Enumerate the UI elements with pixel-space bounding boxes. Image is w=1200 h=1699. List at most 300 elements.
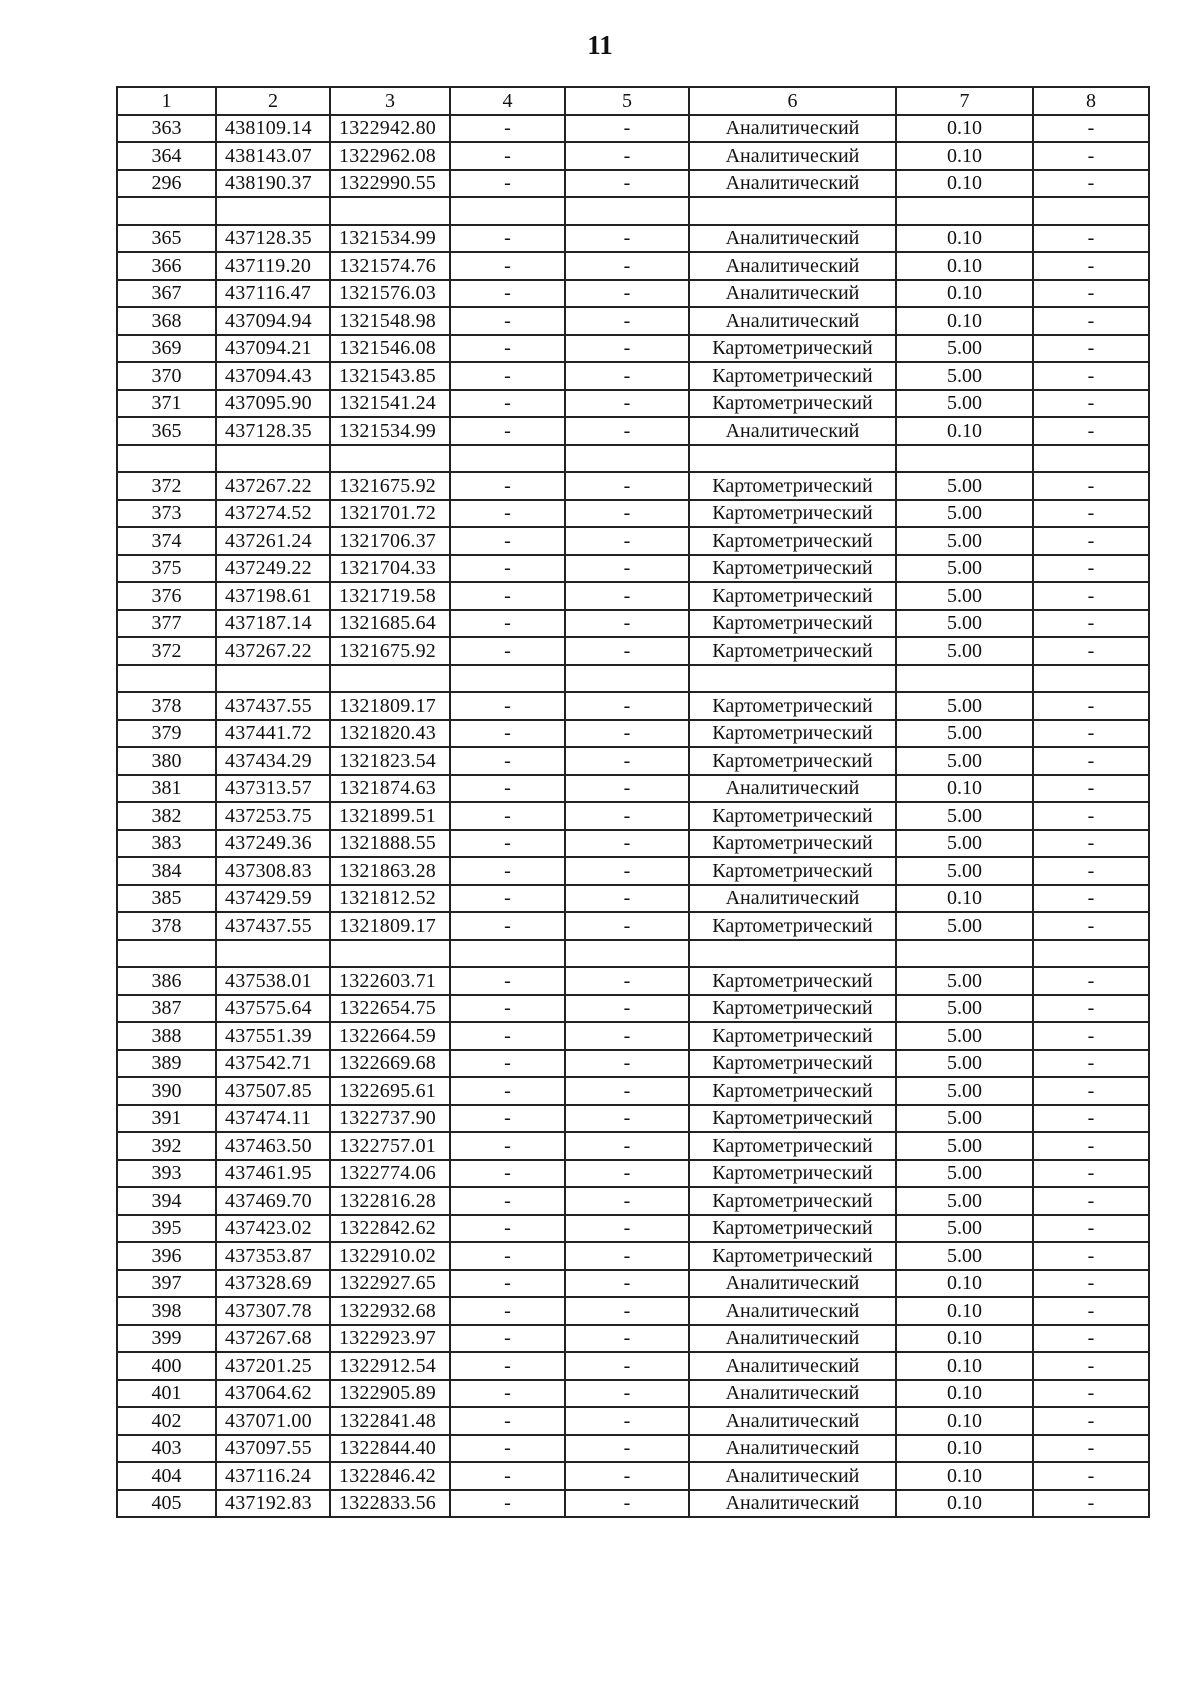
table-row	[117, 1160, 1149, 1188]
accuracy-cell: 0.10	[896, 1270, 1033, 1298]
column-8-cell: -	[1033, 995, 1149, 1023]
y-coordinate-cell: 1321820.43	[330, 720, 450, 748]
column-4-cell: -	[450, 170, 565, 198]
accuracy-cell: 0.10	[896, 225, 1033, 253]
table-row	[117, 1022, 1149, 1050]
column-8-cell: -	[1033, 1022, 1149, 1050]
accuracy-cell	[896, 940, 1033, 968]
table-row	[117, 1270, 1149, 1298]
column-8-cell: -	[1033, 1407, 1149, 1435]
column-8-cell: -	[1033, 1242, 1149, 1270]
header-cell-1: 1	[117, 87, 216, 115]
accuracy-cell: 0.10	[896, 1490, 1033, 1518]
y-coordinate-cell: 1322816.28	[330, 1187, 450, 1215]
column-8-cell: -	[1033, 637, 1149, 665]
point-number-cell: 401	[117, 1380, 216, 1408]
y-coordinate-cell: 1322923.97	[330, 1325, 450, 1353]
column-4-cell: -	[450, 747, 565, 775]
y-coordinate-cell: 1321704.33	[330, 555, 450, 583]
point-number-cell: 296	[117, 170, 216, 198]
column-4-cell: -	[450, 390, 565, 418]
y-coordinate-cell: 1321543.85	[330, 362, 450, 390]
method-cell	[689, 445, 896, 473]
method-cell: Картометрический	[689, 830, 896, 858]
method-cell: Картометрический	[689, 692, 896, 720]
column-5-cell: -	[565, 720, 689, 748]
table-row	[117, 940, 1149, 968]
y-coordinate-cell: 1322664.59	[330, 1022, 450, 1050]
y-coordinate-cell: 1321675.92	[330, 637, 450, 665]
point-number-cell: 387	[117, 995, 216, 1023]
method-cell: Картометрический	[689, 610, 896, 638]
table-row	[117, 1407, 1149, 1435]
point-number-cell: 371	[117, 390, 216, 418]
column-8-cell: -	[1033, 500, 1149, 528]
column-5-cell: -	[565, 115, 689, 143]
column-8-cell: -	[1033, 857, 1149, 885]
table-row	[117, 1352, 1149, 1380]
column-8-cell: -	[1033, 1160, 1149, 1188]
column-8-cell: -	[1033, 1352, 1149, 1380]
column-8-cell	[1033, 445, 1149, 473]
column-4-cell: -	[450, 1407, 565, 1435]
x-coordinate-cell: 437187.14	[216, 610, 330, 638]
column-5-cell: -	[565, 1160, 689, 1188]
point-number-cell: 366	[117, 252, 216, 280]
table-row	[117, 857, 1149, 885]
column-5-cell: -	[565, 1105, 689, 1133]
x-coordinate-cell: 437308.83	[216, 857, 330, 885]
x-coordinate-cell: 437328.69	[216, 1270, 330, 1298]
point-number-cell: 378	[117, 692, 216, 720]
method-cell: Картометрический	[689, 1050, 896, 1078]
accuracy-cell: 5.00	[896, 857, 1033, 885]
method-cell: Картометрический	[689, 1105, 896, 1133]
point-number-cell: 377	[117, 610, 216, 638]
column-4-cell: -	[450, 307, 565, 335]
accuracy-cell: 5.00	[896, 1187, 1033, 1215]
y-coordinate-cell: 1322833.56	[330, 1490, 450, 1518]
table-row	[117, 1105, 1149, 1133]
column-5-cell: -	[565, 500, 689, 528]
accuracy-cell: 0.10	[896, 252, 1033, 280]
y-coordinate-cell: 1321541.24	[330, 390, 450, 418]
x-coordinate-cell: 437071.00	[216, 1407, 330, 1435]
column-4-cell: -	[450, 885, 565, 913]
column-5-cell: -	[565, 885, 689, 913]
column-4-cell: -	[450, 1435, 565, 1463]
point-number-cell: 402	[117, 1407, 216, 1435]
point-number-cell: 403	[117, 1435, 216, 1463]
method-cell: Картометрический	[689, 912, 896, 940]
accuracy-cell: 0.10	[896, 115, 1033, 143]
accuracy-cell: 0.10	[896, 417, 1033, 445]
y-coordinate-cell: 1321701.72	[330, 500, 450, 528]
x-coordinate-cell: 437538.01	[216, 967, 330, 995]
accuracy-cell: 5.00	[896, 912, 1033, 940]
method-cell: Картометрический	[689, 720, 896, 748]
x-coordinate-cell: 437267.22	[216, 637, 330, 665]
x-coordinate-cell: 438143.07	[216, 142, 330, 170]
column-4-cell: -	[450, 1490, 565, 1518]
method-cell: Картометрический	[689, 527, 896, 555]
y-coordinate-cell: 1321809.17	[330, 912, 450, 940]
column-5-cell: -	[565, 1380, 689, 1408]
method-cell: Картометрический	[689, 1077, 896, 1105]
column-8-cell: -	[1033, 225, 1149, 253]
accuracy-cell: 0.10	[896, 1325, 1033, 1353]
column-4-cell: -	[450, 582, 565, 610]
x-coordinate-cell: 437192.83	[216, 1490, 330, 1518]
x-coordinate-cell: 437463.50	[216, 1132, 330, 1160]
table-row	[117, 582, 1149, 610]
column-8-cell: -	[1033, 720, 1149, 748]
column-8-cell: -	[1033, 252, 1149, 280]
y-coordinate-cell: 1322603.71	[330, 967, 450, 995]
x-coordinate-cell: 437437.55	[216, 912, 330, 940]
column-4-cell: -	[450, 1352, 565, 1380]
column-8-cell	[1033, 940, 1149, 968]
point-number-cell: 370	[117, 362, 216, 390]
table-row	[117, 1187, 1149, 1215]
y-coordinate-cell: 1321706.37	[330, 527, 450, 555]
column-4-cell: -	[450, 500, 565, 528]
y-coordinate-cell: 1322842.62	[330, 1215, 450, 1243]
header-cell-4: 4	[450, 87, 565, 115]
accuracy-cell: 5.00	[896, 472, 1033, 500]
accuracy-cell: 5.00	[896, 1022, 1033, 1050]
x-coordinate-cell: 437201.25	[216, 1352, 330, 1380]
accuracy-cell: 5.00	[896, 830, 1033, 858]
x-coordinate-cell: 437064.62	[216, 1380, 330, 1408]
column-4-cell: -	[450, 802, 565, 830]
x-coordinate-cell: 437198.61	[216, 582, 330, 610]
column-4-cell: -	[450, 417, 565, 445]
column-4-cell: -	[450, 775, 565, 803]
column-5-cell: -	[565, 1050, 689, 1078]
x-coordinate-cell	[216, 940, 330, 968]
method-cell: Картометрический	[689, 362, 896, 390]
accuracy-cell: 5.00	[896, 527, 1033, 555]
column-8-cell	[1033, 197, 1149, 225]
table-row	[117, 995, 1149, 1023]
column-5-cell: -	[565, 802, 689, 830]
column-8-cell: -	[1033, 555, 1149, 583]
column-5-cell: -	[565, 1352, 689, 1380]
x-coordinate-cell: 437313.57	[216, 775, 330, 803]
column-4-cell: -	[450, 967, 565, 995]
y-coordinate-cell: 1322844.40	[330, 1435, 450, 1463]
point-number-cell: 375	[117, 555, 216, 583]
column-5-cell: -	[565, 555, 689, 583]
table-row	[117, 1325, 1149, 1353]
method-cell	[689, 665, 896, 693]
point-number-cell: 380	[117, 747, 216, 775]
column-8-cell: -	[1033, 390, 1149, 418]
method-cell: Аналитический	[689, 1352, 896, 1380]
column-8-cell: -	[1033, 582, 1149, 610]
accuracy-cell: 0.10	[896, 1435, 1033, 1463]
x-coordinate-cell: 437128.35	[216, 225, 330, 253]
point-number-cell: 385	[117, 885, 216, 913]
column-8-cell: -	[1033, 1435, 1149, 1463]
column-8-cell: -	[1033, 1132, 1149, 1160]
column-5-cell: -	[565, 775, 689, 803]
y-coordinate-cell: 1321899.51	[330, 802, 450, 830]
point-number-cell: 388	[117, 1022, 216, 1050]
y-coordinate-cell: 1322990.55	[330, 170, 450, 198]
column-5-cell: -	[565, 417, 689, 445]
y-coordinate-cell: 1322932.68	[330, 1297, 450, 1325]
y-coordinate-cell	[330, 665, 450, 693]
method-cell: Картометрический	[689, 390, 896, 418]
y-coordinate-cell: 1321546.08	[330, 335, 450, 363]
column-4-cell	[450, 940, 565, 968]
y-coordinate-cell: 1322912.54	[330, 1352, 450, 1380]
point-number-cell: 372	[117, 637, 216, 665]
column-4-cell: -	[450, 1380, 565, 1408]
method-cell: Картометрический	[689, 582, 896, 610]
point-number-cell: 363	[117, 115, 216, 143]
method-cell: Картометрический	[689, 500, 896, 528]
column-4-cell: -	[450, 362, 565, 390]
y-coordinate-cell: 1322669.68	[330, 1050, 450, 1078]
point-number-cell: 390	[117, 1077, 216, 1105]
point-number-cell: 372	[117, 472, 216, 500]
table-row	[117, 472, 1149, 500]
column-5-cell: -	[565, 967, 689, 995]
y-coordinate-cell: 1322774.06	[330, 1160, 450, 1188]
column-8-cell: -	[1033, 1270, 1149, 1298]
y-coordinate-cell: 1322695.61	[330, 1077, 450, 1105]
accuracy-cell: 5.00	[896, 1105, 1033, 1133]
method-cell: Аналитический	[689, 885, 896, 913]
column-8-cell: -	[1033, 1297, 1149, 1325]
y-coordinate-cell: 1322962.08	[330, 142, 450, 170]
column-4-cell	[450, 197, 565, 225]
point-number-cell: 378	[117, 912, 216, 940]
column-4-cell: -	[450, 1270, 565, 1298]
x-coordinate-cell: 437423.02	[216, 1215, 330, 1243]
accuracy-cell	[896, 445, 1033, 473]
column-5-cell: -	[565, 1297, 689, 1325]
table-row	[117, 1132, 1149, 1160]
method-cell: Картометрический	[689, 1160, 896, 1188]
x-coordinate-cell: 437429.59	[216, 885, 330, 913]
table-row	[117, 197, 1149, 225]
point-number-cell: 367	[117, 280, 216, 308]
x-coordinate-cell: 437267.68	[216, 1325, 330, 1353]
accuracy-cell: 0.10	[896, 170, 1033, 198]
method-cell: Картометрический	[689, 995, 896, 1023]
column-4-cell	[450, 445, 565, 473]
column-5-cell	[565, 445, 689, 473]
point-number-cell: 391	[117, 1105, 216, 1133]
y-coordinate-cell: 1321874.63	[330, 775, 450, 803]
accuracy-cell: 5.00	[896, 802, 1033, 830]
column-4-cell: -	[450, 142, 565, 170]
accuracy-cell: 5.00	[896, 582, 1033, 610]
table-row	[117, 967, 1149, 995]
table-row	[117, 1435, 1149, 1463]
point-number-cell: 393	[117, 1160, 216, 1188]
x-coordinate-cell	[216, 197, 330, 225]
method-cell: Аналитический	[689, 1407, 896, 1435]
column-4-cell: -	[450, 1215, 565, 1243]
accuracy-cell: 0.10	[896, 775, 1033, 803]
table-row	[117, 802, 1149, 830]
method-cell: Картометрический	[689, 1215, 896, 1243]
column-4-cell: -	[450, 555, 565, 583]
column-5-cell: -	[565, 1242, 689, 1270]
accuracy-cell: 5.00	[896, 1215, 1033, 1243]
column-5-cell: -	[565, 1077, 689, 1105]
method-cell: Картометрический	[689, 555, 896, 583]
y-coordinate-cell: 1322942.80	[330, 115, 450, 143]
column-8-cell: -	[1033, 1187, 1149, 1215]
method-cell	[689, 197, 896, 225]
column-5-cell: -	[565, 830, 689, 858]
column-5-cell	[565, 940, 689, 968]
column-8-cell: -	[1033, 912, 1149, 940]
point-number-cell: 364	[117, 142, 216, 170]
column-4-cell: -	[450, 830, 565, 858]
method-cell: Аналитический	[689, 1462, 896, 1490]
y-coordinate-cell: 1322910.02	[330, 1242, 450, 1270]
method-cell: Картометрический	[689, 637, 896, 665]
accuracy-cell: 5.00	[896, 390, 1033, 418]
column-8-cell: -	[1033, 1490, 1149, 1518]
column-8-cell: -	[1033, 417, 1149, 445]
y-coordinate-cell: 1321888.55	[330, 830, 450, 858]
column-5-cell: -	[565, 637, 689, 665]
x-coordinate-cell: 437461.95	[216, 1160, 330, 1188]
point-number-cell: 400	[117, 1352, 216, 1380]
accuracy-cell: 5.00	[896, 610, 1033, 638]
x-coordinate-cell: 437434.29	[216, 747, 330, 775]
x-coordinate-cell: 437507.85	[216, 1077, 330, 1105]
table-row	[117, 1050, 1149, 1078]
method-cell: Аналитический	[689, 1325, 896, 1353]
header-cell-6: 6	[689, 87, 896, 115]
column-4-cell: -	[450, 1022, 565, 1050]
point-number-cell: 404	[117, 1462, 216, 1490]
column-4-cell: -	[450, 1105, 565, 1133]
method-cell: Аналитический	[689, 1270, 896, 1298]
table-row	[117, 417, 1149, 445]
column-5-cell: -	[565, 362, 689, 390]
point-number-cell: 382	[117, 802, 216, 830]
column-4-cell	[450, 665, 565, 693]
column-5-cell: -	[565, 995, 689, 1023]
column-8-cell: -	[1033, 115, 1149, 143]
point-number-cell: 383	[117, 830, 216, 858]
x-coordinate-cell	[216, 665, 330, 693]
column-8-cell: -	[1033, 1050, 1149, 1078]
column-8-cell: -	[1033, 1105, 1149, 1133]
column-8-cell: -	[1033, 802, 1149, 830]
column-5-cell: -	[565, 1215, 689, 1243]
point-number-cell	[117, 445, 216, 473]
column-8-cell: -	[1033, 885, 1149, 913]
table-row	[117, 720, 1149, 748]
y-coordinate-cell: 1321548.98	[330, 307, 450, 335]
method-cell: Аналитический	[689, 252, 896, 280]
column-4-cell: -	[450, 857, 565, 885]
method-cell: Аналитический	[689, 280, 896, 308]
table-row	[117, 1462, 1149, 1490]
table-row	[117, 637, 1149, 665]
method-cell: Аналитический	[689, 142, 896, 170]
y-coordinate-cell: 1321685.64	[330, 610, 450, 638]
table-row	[117, 527, 1149, 555]
column-5-cell	[565, 197, 689, 225]
x-coordinate-cell: 437274.52	[216, 500, 330, 528]
accuracy-cell: 5.00	[896, 500, 1033, 528]
header-cell-8: 8	[1033, 87, 1149, 115]
table-row	[117, 912, 1149, 940]
accuracy-cell: 5.00	[896, 692, 1033, 720]
method-cell: Аналитический	[689, 1297, 896, 1325]
method-cell: Аналитический	[689, 225, 896, 253]
method-cell: Картометрический	[689, 1242, 896, 1270]
point-number-cell	[117, 940, 216, 968]
column-8-cell: -	[1033, 1462, 1149, 1490]
point-number-cell: 373	[117, 500, 216, 528]
x-coordinate-cell: 437094.43	[216, 362, 330, 390]
y-coordinate-cell: 1321809.17	[330, 692, 450, 720]
accuracy-cell: 0.10	[896, 885, 1033, 913]
point-number-cell: 384	[117, 857, 216, 885]
method-cell: Картометрический	[689, 857, 896, 885]
column-4-cell: -	[450, 1077, 565, 1105]
accuracy-cell: 0.10	[896, 1380, 1033, 1408]
table-row	[117, 1297, 1149, 1325]
column-5-cell: -	[565, 1132, 689, 1160]
x-coordinate-cell: 438190.37	[216, 170, 330, 198]
point-number-cell: 396	[117, 1242, 216, 1270]
column-5-cell: -	[565, 582, 689, 610]
column-8-cell: -	[1033, 830, 1149, 858]
method-cell: Картометрический	[689, 967, 896, 995]
x-coordinate-cell: 437469.70	[216, 1187, 330, 1215]
column-8-cell: -	[1033, 775, 1149, 803]
column-8-cell: -	[1033, 527, 1149, 555]
column-4-cell: -	[450, 1325, 565, 1353]
column-4-cell: -	[450, 720, 565, 748]
accuracy-cell: 0.10	[896, 1297, 1033, 1325]
column-5-cell: -	[565, 1325, 689, 1353]
column-4-cell: -	[450, 995, 565, 1023]
y-coordinate-cell: 1322654.75	[330, 995, 450, 1023]
column-4-cell: -	[450, 1160, 565, 1188]
column-8-cell: -	[1033, 472, 1149, 500]
y-coordinate-cell: 1322927.65	[330, 1270, 450, 1298]
table-row	[117, 830, 1149, 858]
column-5-cell: -	[565, 1490, 689, 1518]
accuracy-cell: 0.10	[896, 1352, 1033, 1380]
header-cell-7: 7	[896, 87, 1033, 115]
column-5-cell: -	[565, 390, 689, 418]
column-4-cell: -	[450, 692, 565, 720]
accuracy-cell: 5.00	[896, 1160, 1033, 1188]
method-cell: Картометрический	[689, 1132, 896, 1160]
table-row	[117, 1380, 1149, 1408]
y-coordinate-cell: 1321719.58	[330, 582, 450, 610]
column-8-cell: -	[1033, 362, 1149, 390]
table-row	[117, 747, 1149, 775]
column-8-cell	[1033, 665, 1149, 693]
